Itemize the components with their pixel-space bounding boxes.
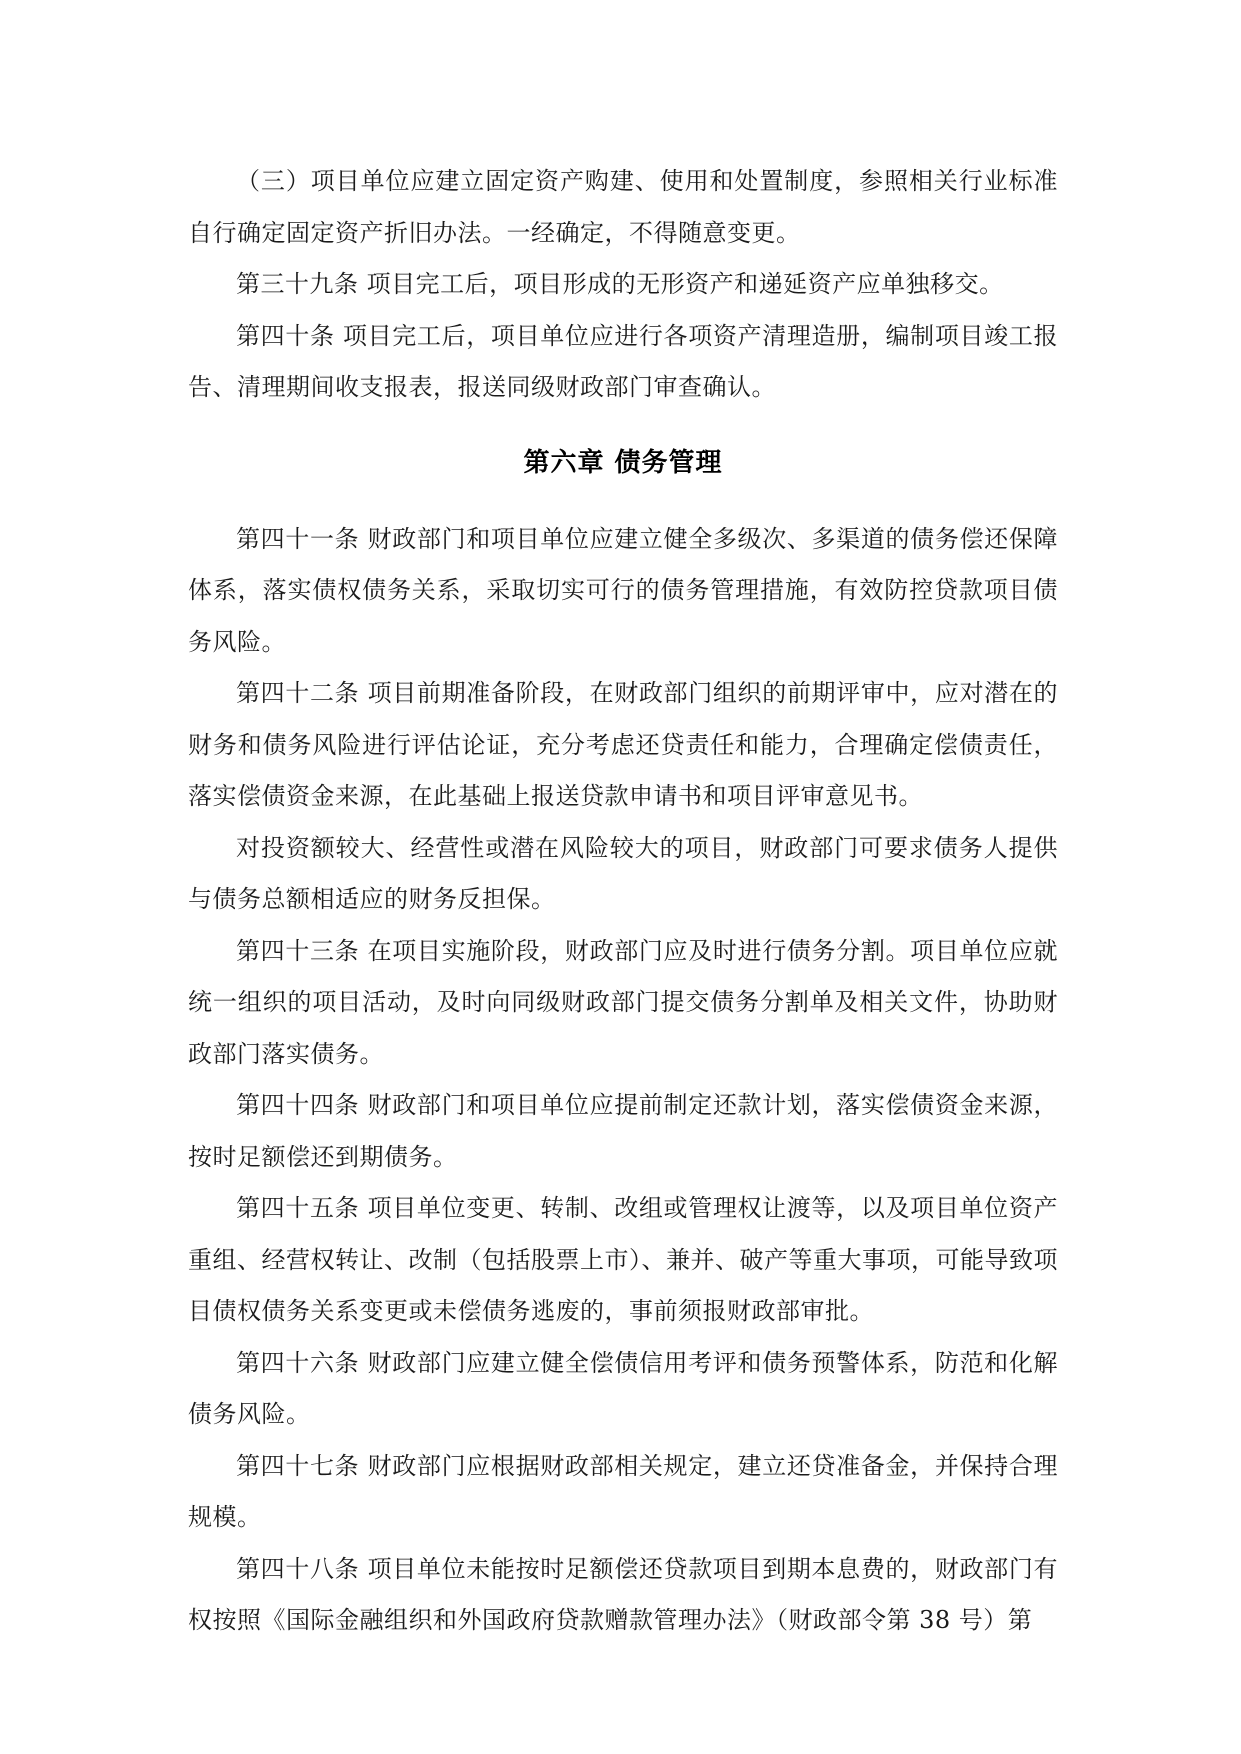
paragraph-article-47: 第四十七条 财政部门应根据财政部相关规定，建立还贷准备金，并保持合理规模。 bbox=[188, 1451, 1058, 1531]
paragraph-article-41: 第四十一条 财政部门和项目单位应建立健全多级次、多渠道的债务偿还保障体系，落实债权债务关系，采取切实可行的债务管理措施，有效防控贷款项目债务风险。 bbox=[188, 524, 1058, 656]
chapter-heading: 第六章 债务管理 bbox=[523, 447, 723, 478]
paragraph-article-45: 第四十五条 项目单位变更、转制、改组或管理权让渡等，以及项目单位资产重组、经营权转让、改制（包括股票上市）、兼并、破产等重大事项，可能导致项目债权债务关系变更或未偿债务逃废的，事前须报财政部审批。 bbox=[188, 1194, 1058, 1325]
paragraph-article-42: 第四十二条 项目前期准备阶段，在财政部门组织的前期评审中，应对潜在的财务和债务风险进行评估论证，充分考虑还贷责任和能力，合理确定偿债责任，落实偿债资金来源，在此基础上报送贷款申请书和项目评审意见书。 bbox=[188, 679, 1058, 810]
paragraph-article-46: 第四十六条 财政部门应建立健全偿债信用考评和债务预警体系，防范和化解债务风险。 bbox=[188, 1348, 1058, 1428]
paragraph-article-43: 第四十三条 在项目实施阶段，财政部门应及时进行债务分割。项目单位应就统一组织的项目活动，及时向同级财政部门提交债务分割单及相关文件，协助财政部门落实债务。 bbox=[188, 936, 1058, 1068]
paragraph-article-40: 第四十条 项目完工后，项目单位应进行各项资产清理造册，编制项目竣工报告、清理期间收支报表，报送同级财政部门审查确认。 bbox=[188, 321, 1058, 401]
paragraph-fixed-assets: （三）项目单位应建立固定资产购建、使用和处置制度，参照相关行业标准自行确定固定资产折旧办法。一经确定，不得随意变更。 bbox=[188, 167, 1058, 247]
paragraph-article-44: 第四十四条 财政部门和项目单位应提前制定还款计划，落实偿债资金来源，按时足额偿还到期债务。 bbox=[188, 1091, 1058, 1171]
paragraph-article-39: 第三十九条 项目完工后，项目形成的无形资产和递延资产应单独移交。 bbox=[236, 270, 1004, 298]
paragraph-article-48: 第四十八条 项目单位未能按时足额偿还贷款项目到期本息费的，财政部门有权按照《国际金融组织和外国政府贷款赠款管理办法》（财政部令第 38 号）第 bbox=[188, 1554, 1058, 1634]
document-body bbox=[188, 156, 1058, 1647]
paragraph-counter-guarantee: 对投资额较大、经营性或潜在风险较大的项目，财政部门可要求债务人提供与债务总额相适应的财务反担保。 bbox=[188, 833, 1058, 913]
